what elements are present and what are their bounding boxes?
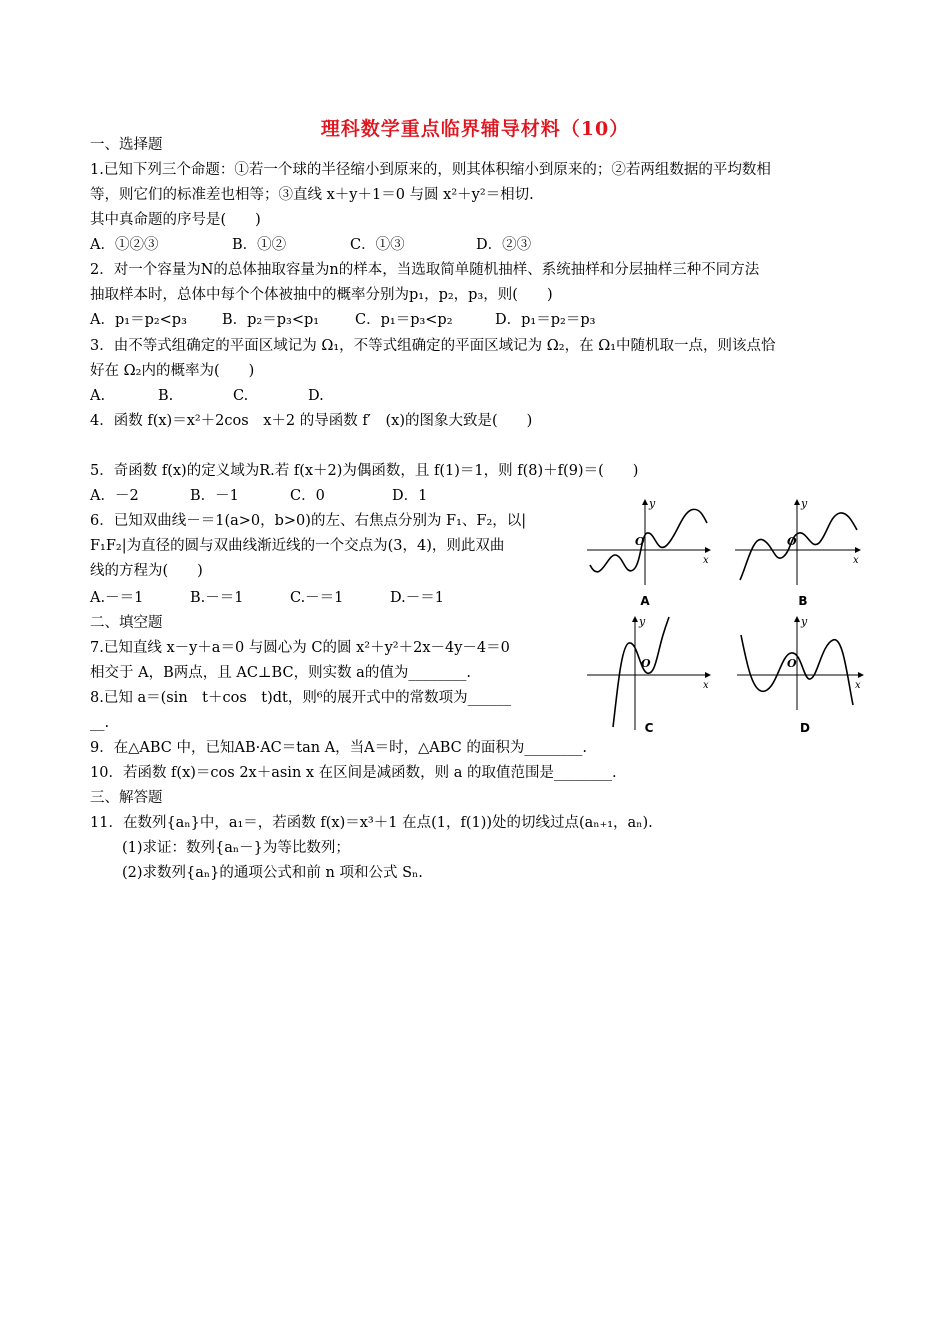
question-7-line-1: 7.已知直线 x－y＋a＝0 与圆心为 C的圆 x²＋y²＋2x－4y－4＝0	[90, 640, 510, 656]
question-9: 9．在△ABC 中，已知AB·AC＝tan A，当A＝时，△ABC 的面积为________.	[90, 740, 587, 756]
graph-b	[735, 497, 860, 608]
question-1-line-2: 等，则它们的标准差也相等；③直线 x＋y＋1＝0 与圆 x²＋y²＝相切.	[90, 187, 534, 203]
question-3-line-1: 3．由不等式组确定的平面区域记为 Ω₁，不等式组确定的平面区域记为 Ω₂，在 Ω₁中随机取一点，则该点恰	[90, 338, 776, 354]
graph-b-x-label: x	[853, 555, 859, 566]
graph-c-label: C	[644, 721, 654, 735]
question-2-option-b: B．p₂＝p₃<p₁	[222, 312, 320, 328]
question-1-option-b: B．①②	[232, 237, 287, 253]
question-3-line-2: 好在 Ω₂内的概率为( )	[90, 363, 255, 379]
question-6-option-b: B.－＝1	[190, 590, 244, 606]
graph-c-origin: O	[641, 657, 651, 670]
question-11-part-2: (2)求数列{aₙ}的通项公式和前 n 项和公式 Sₙ.	[122, 865, 423, 881]
question-8-line-2: __.	[90, 715, 110, 731]
question-2-line-2: 抽取样本时，总体中每个个体被抽中的概率分别为p₁，p₂，p₃，则( )	[90, 287, 553, 303]
graph-d-label: D	[800, 721, 810, 735]
question-11: 11．在数列{aₙ}中，a₁＝，若函数 f(x)＝x³＋1 在点(1，f(1))处的切线过点(aₙ₊₁，aₙ).	[90, 815, 653, 831]
question-1-line-1: 1.已知下列三个命题：①若一个球的半径缩小到原来的，则其体积缩小到原来的；②若两组数据的平均数相	[90, 162, 771, 178]
question-3-option-a: A.	[90, 388, 106, 404]
question-5-option-c: C．0	[290, 488, 325, 504]
graph-a-label: A	[640, 594, 650, 608]
question-3-option-d: D.	[308, 388, 324, 404]
question-2-line-1: 2．对一个容量为N的总体抽取容量为n的样本，当选取简单随机抽样、系统抽样和分层抽样三种不同方法	[90, 262, 760, 278]
graph-c	[587, 615, 710, 735]
question-6-option-d: D.－＝1	[390, 590, 444, 606]
graph-b-y-label: y	[801, 497, 808, 510]
question-6-line-3: 线的方程为( )	[90, 563, 203, 579]
question-10: 10．若函数 f(x)＝cos 2x＋asin x 在区间是减函数，则 a 的取值范围是________.	[90, 765, 617, 781]
section-heading-answer: 三、解答题	[90, 790, 163, 806]
graph-a	[587, 497, 710, 608]
question-6-option-a: A.－＝1	[90, 590, 144, 606]
question-1-line-3: 其中真命题的序号是( )	[90, 212, 261, 228]
question-5-option-b: B．－1	[190, 488, 239, 504]
question-1-option-c: C．①③	[350, 237, 405, 253]
question-5: 5．奇函数 f(x)的定义域为R.若 f(x＋2)为偶函数，且 f(1)＝1，则 f(8)＋f(9)＝( )	[90, 463, 639, 479]
question-8-line-1: 8.已知 a＝(sin t＋cos t)dt，则⁶的展开式中的常数项为______	[90, 690, 512, 706]
graph-c-x-label: x	[703, 680, 709, 691]
question-11-part-1: (1)求证：数列{aₙ－}为等比数列；	[122, 840, 350, 856]
graph-a-x-label: x	[703, 555, 709, 566]
question-3-option-c: C.	[233, 388, 249, 404]
question-5-option-a: A．－2	[90, 488, 139, 504]
question-4: 4．函数 f(x)＝x²＋2cos x＋2 的导函数 f′ (x)的图象大致是( )	[90, 413, 533, 429]
question-4-graphs-figure	[585, 495, 875, 745]
question-1-option-d: D．②③	[476, 237, 532, 253]
graph-d-y-label: y	[801, 615, 808, 628]
graph-b-origin: O	[787, 535, 797, 548]
graph-a-y-label: y	[649, 497, 656, 510]
question-6-line-2: F₁F₂|为直径的圆与双曲线渐近线的一个交点为(3，4)，则此双曲	[90, 538, 505, 554]
graph-d	[737, 615, 863, 735]
question-6-line-1: 6．已知双曲线－＝1(a>0，b>0)的左、右焦点分别为 F₁、F₂，以|	[90, 513, 527, 529]
graph-a-origin: O	[635, 535, 645, 548]
graph-d-x-label: x	[855, 680, 861, 691]
section-heading-fill: 二、填空题	[90, 615, 163, 631]
document-title: 理科数学重点临界辅导材料（10）	[320, 118, 630, 140]
question-2-option-a: A．p₁＝p₂<p₃	[90, 312, 187, 328]
question-1-option-a: A．①②③	[90, 237, 159, 253]
question-2-option-d: D．p₁＝p₂＝p₃	[495, 312, 596, 328]
question-5-option-d: D．1	[392, 488, 428, 504]
question-6-option-c: C.－＝1	[290, 590, 344, 606]
graph-b-label: B	[798, 594, 808, 608]
question-2-option-c: C．p₁＝p₃<p₂	[355, 312, 453, 328]
section-heading-choice: 一、选择题	[90, 137, 163, 153]
question-7-line-2: 相交于 A，B两点，且 AC⊥BC，则实数 a的值为________.	[90, 665, 471, 681]
graph-d-origin: O	[787, 657, 797, 670]
graph-c-y-label: y	[639, 615, 646, 628]
question-3-option-b: B.	[158, 388, 174, 404]
